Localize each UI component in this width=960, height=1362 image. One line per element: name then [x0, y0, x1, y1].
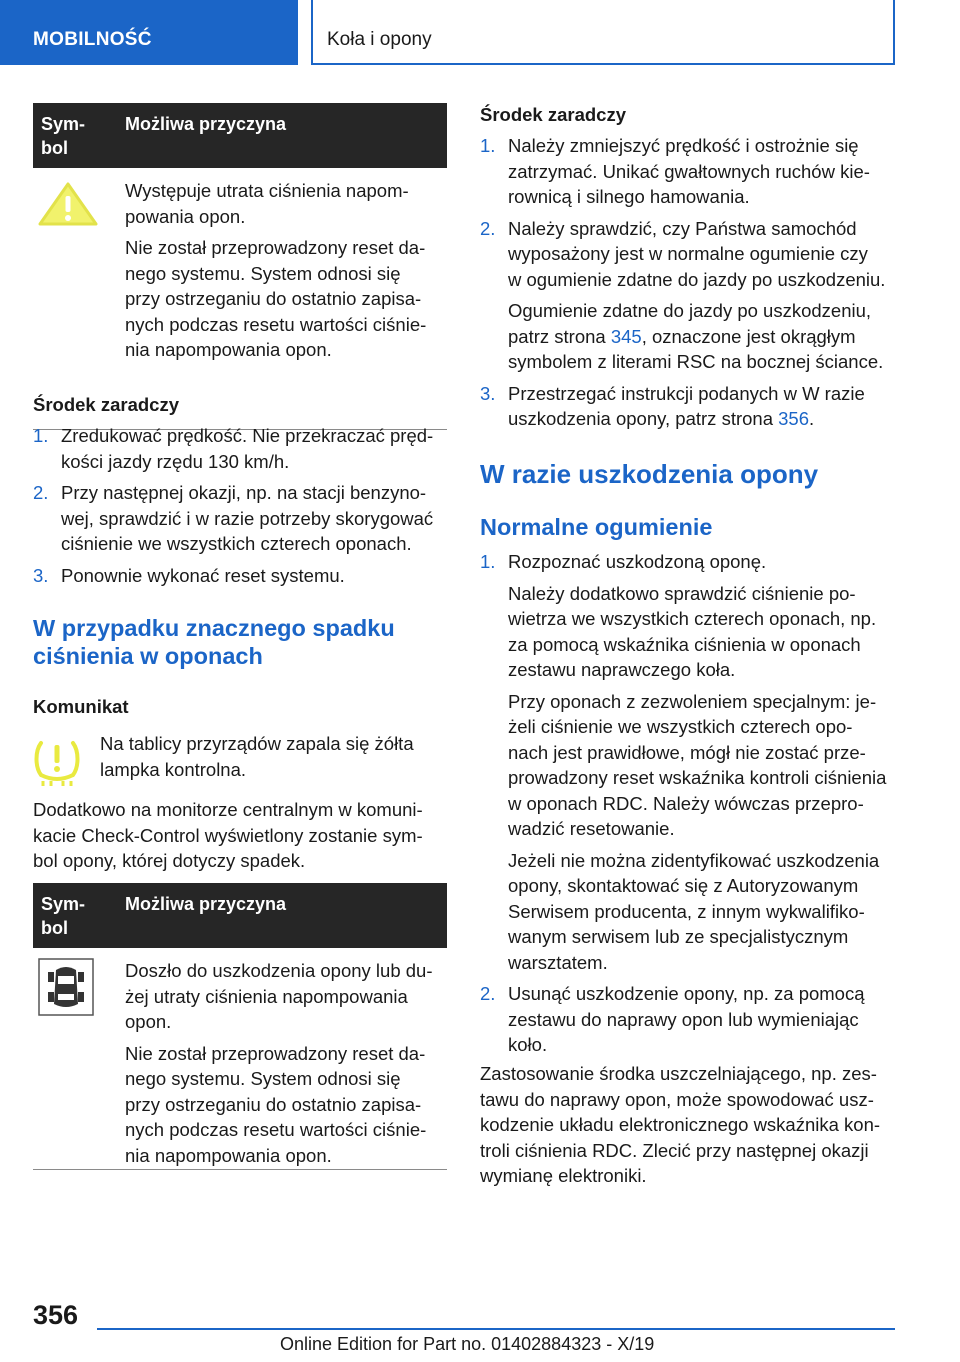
car-tire-damage-icon	[38, 958, 94, 1016]
paragraph: Dodatkowo na monitorze centralnym w komuni- kacie Check-Control wyświetlony zostanie sym- bol opony, której dotyczy spadek.	[33, 799, 423, 871]
list-item: 2. Należy sprawdzić, czy Państwa samochód wyposażony jest w normalne ogumienie czy w ogumienie zdatne do jazdy po uszkodzeniu. Ogumienie zdatne do jazdy po uszkodzeniu, patrz strona 345, oznaczone jest okrągłym symbolem z literami RSC na bocznej ściance.	[480, 217, 886, 372]
chapter-heading: W razie uszkodzenia opony	[480, 459, 819, 489]
page-number: 356	[33, 1300, 79, 1330]
tire-pressure-warning-icon	[33, 737, 81, 787]
right-column	[480, 103, 896, 1186]
remedy-section-1	[33, 393, 447, 594]
table-cause-text: Nie został przeprowadzony reset da- nego systemu. System odnosi się przy ostrzeganiu do ostatnio zapisa- nych podczas resetu wartości ciśnie- nia napompowania opon.	[125, 237, 427, 360]
table-header	[33, 103, 447, 168]
section-heading: W przypadku znacznego spadku ciśnienia w oponach	[33, 615, 395, 669]
list-item: 3. Przestrzegać instrukcji podanych w W razie uszkodzenia opony, patrz strona 356.	[480, 382, 865, 429]
steps-list	[480, 549, 896, 1064]
list-item: 1. Zredukować prędkość. Nie przekraczać pręd- kości jazdy rzędu 130 km/h.	[33, 425, 434, 472]
warning-triangle-icon	[36, 180, 100, 228]
left-column	[33, 103, 447, 1166]
table-header-symbol: Sym- bol	[41, 894, 86, 938]
header-chapter-tab	[311, 0, 895, 65]
header-chapter-label: Koła i opony	[327, 29, 432, 50]
list-item: 3. Ponownie wykonać reset systemu.	[33, 564, 345, 586]
footer-edition: Online Edition for Part no. 01402884323 - X/19	[280, 1334, 655, 1354]
remedy-title: Środek zaradczy	[480, 104, 627, 125]
table-header-cause: Możliwa przyczyna	[125, 894, 287, 914]
message-text: Na tablicy przyrządów zapala się żółta lampka kontrolna.	[100, 733, 414, 780]
remedy-title: Środek zaradczy	[33, 394, 180, 415]
message-block	[33, 731, 447, 792]
table-header-cause: Możliwa przyczyna	[125, 114, 287, 134]
table-row	[33, 948, 447, 1170]
list-item: 1. Rozpoznać uszkodzoną oponę. Należy dodatkowo sprawdzić ciśnienie po- wietrza we wszystkich czterech oponach, np. za pomocą wskaźnika ciśnienia w oponach zestawu naprawczego koła. Przy oponach z zezwoleniem specjalnym: je- żeli ciśnienie we wszystkich czterech opo- nach jest prawidłowe, mógł nie zostać prze- prowadzony reset wskaźnika kontroli ciśnienia w oponach RDC. Należy wówczas przepro- wadzić resetowanie. Jeżeli nie można zidentyfikować uszkodzenia opony, skontaktować się z Autoryzowanym Serwisem producenta, z innym wykwalifiko- wanym serwisem lub ze specjalistycznym warsztatem.	[480, 551, 887, 973]
table-cause-text: Występuje utrata ciśnienia napom- powania opon.	[125, 180, 409, 227]
message-title: Komunikat	[33, 696, 129, 717]
list-item: 1. Należy zmniejszyć prędkość i ostrożnie się zatrzymać. Unikać gwałtownych ruchów kie- rownicą i silnego hamowania.	[480, 135, 870, 207]
remedy-list	[33, 423, 447, 588]
header-section-label: MOBILNOŚĆ	[33, 29, 152, 50]
header-section-tab	[0, 0, 298, 65]
footer-divider	[97, 1328, 895, 1330]
paragraph: Zastosowanie środka uszczelniającego, np. zes- tawu do naprawy opon, może spowodować usz- kodzenie układu elektronicznego wskaźnika kon- troli ciśnienia RDC. Zlecić przy następnej okazji wymianę elektroniki.	[480, 1063, 881, 1186]
section-heading: Normalne ogumienie	[480, 514, 713, 540]
list-item: 2. Usunąć uszkodzenie opony, np. za pomocą zestawu do naprawy opon lub wymieniając koło.	[480, 983, 865, 1055]
list-item: 2. Przy następnej okazji, np. na stacji benzyno- wej, sprawdzić i w razie potrzeby skorygować ciśnienie we wszystkich czterech oponach.	[33, 482, 434, 554]
table-header-symbol: Sym- bol	[41, 114, 86, 158]
symbol-table-1	[33, 103, 447, 430]
symbol-table-2	[33, 883, 447, 1170]
table-row	[33, 168, 447, 430]
page-link[interactable]: 356	[778, 408, 809, 429]
table-cause-text: Doszło do uszkodzenia opony lub du- żej utraty ciśnienia napompowania opon.	[125, 960, 433, 1032]
table-header	[33, 883, 447, 948]
table-cause-text: Nie został przeprowadzony reset da- nego systemu. System odnosi się przy ostrzeganiu do ostatnio zapisa- nych podczas resetu wartości ciśnie- nia napompowania opon.	[125, 1042, 427, 1166]
page-link[interactable]: 345	[610, 325, 642, 347]
remedy-list	[480, 133, 896, 432]
